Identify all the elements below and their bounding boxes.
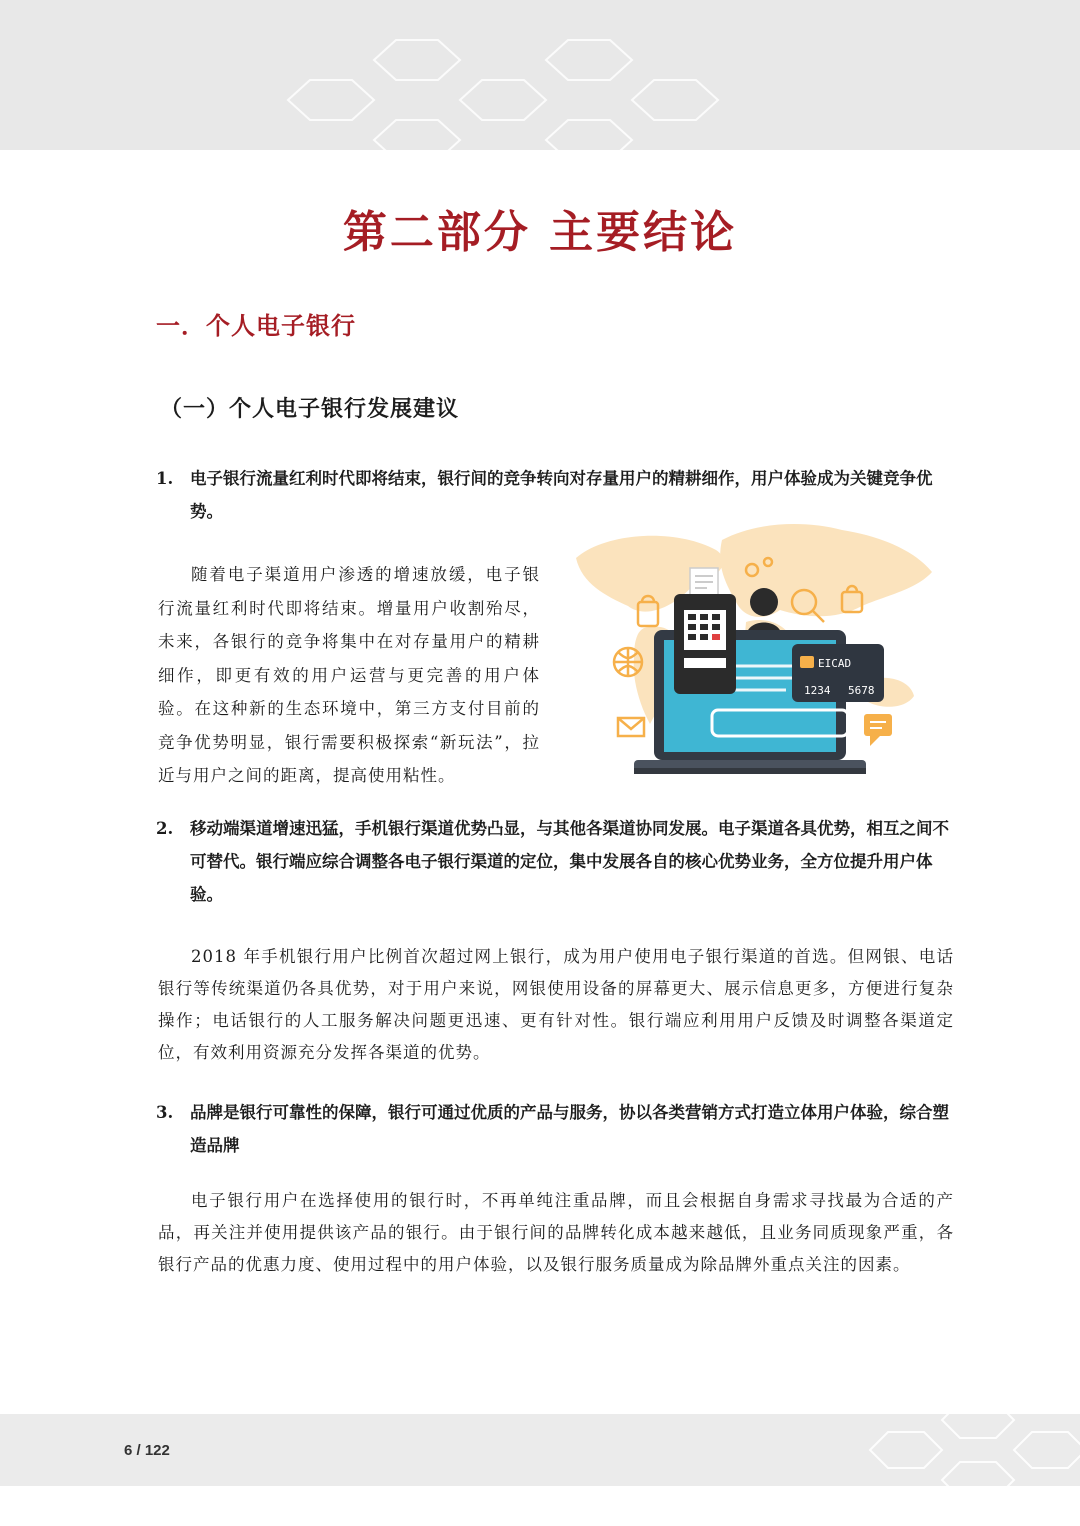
chat-icon bbox=[864, 714, 892, 736]
section-heading: 一．个人电子银行 bbox=[156, 311, 356, 340]
item-number: 3. bbox=[156, 1103, 174, 1122]
page-title: 第二部分 主要结论 bbox=[342, 207, 738, 258]
card-chip-label: EICAD bbox=[818, 657, 852, 670]
list-item-3 bbox=[156, 1096, 956, 1162]
item-heading: 移动端渠道增速迅猛，手机银行渠道优势凸显，与其他各渠道协同发展。电子渠道各具优势，相互之间不可替代。银行端应综合调整各电子银行渠道的定位，集中发展各自的核心优势业务，全方位提升用户体验。 bbox=[190, 819, 949, 904]
item-heading: 品牌是银行可靠性的保障，银行可通过优质的产品与服务，协以各类营销方式打造立体用户体验，综合塑造品牌 bbox=[190, 1103, 949, 1155]
item-number: 2. bbox=[156, 819, 174, 838]
online-banking-illustration bbox=[566, 510, 936, 782]
item-3-body: 电子银行用户在选择使用的银行时，不再单纯注重品牌，而且会根据自身需求寻找最为合适的产品，再关注并使用提供该产品的银行。由于银行间的品牌转化成本越来越低，且业务同质现象严重，各银行产品的优惠力度、使用过程中的用户体验，以及银行服务质量成为除品牌外重点关注的因素。 bbox=[158, 1191, 954, 1274]
user-avatar-icon bbox=[750, 588, 778, 616]
hexagon-pattern bbox=[0, 0, 1080, 150]
item-number: 1. bbox=[156, 469, 174, 488]
card-number-left: 1234 bbox=[804, 684, 831, 697]
page-number: 6 / 122 bbox=[124, 1442, 170, 1459]
subsection-heading: （一）个人电子银行发展建议 bbox=[160, 396, 460, 422]
item-heading: 电子银行流量红利时代即将结束，银行间的竞争转向对存量用户的精耕细作，用户体验成为关键竞争优势。 bbox=[190, 469, 933, 521]
item-2-body: 2018 年手机银行用户比例首次超过网上银行，成为用户使用电子银行渠道的首选。但网银、电话银行等传统渠道仍各具优势，对于用户来说，网银使用设备的屏幕更大、展示信息更多，方便进行复杂操作；电话银行的人工服务解决问题更迅速、更有针对性。银行端应利用用户反馈及时调整各渠道定位，有效利用资源充分发挥各渠道的优势。 bbox=[158, 947, 954, 1062]
card-number-right: 5678 bbox=[848, 684, 875, 697]
list-item-2 bbox=[156, 812, 956, 911]
item-1-body: 随着电子渠道用户渗透的增速放缓，电子银行流量红利时代即将结束。增量用户收割殆尽，未来，各银行的竞争将集中在对存量用户的精耕细作，即更有效的用户运营与更完善的用户体验。在这种新的生态环境中，第三方支付目前的竞争优势明显，银行需要积极探索“新玩法”，拉近与用户之间的距离，提高使用粘性。 bbox=[158, 565, 540, 785]
header-band bbox=[0, 0, 1080, 150]
